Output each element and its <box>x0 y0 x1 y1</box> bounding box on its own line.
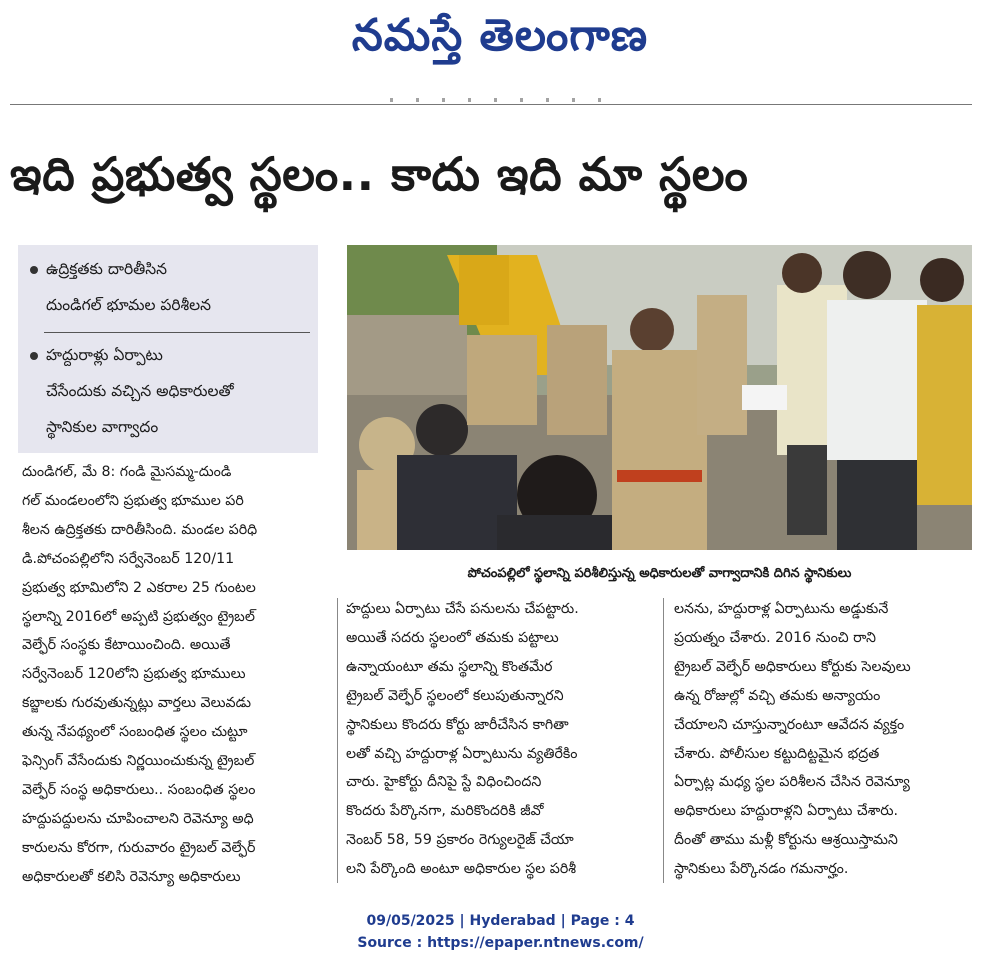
article-line: అధికారులతో కలిసి రెవెన్యూ అధికారులు <box>22 868 241 885</box>
column-divider <box>663 598 664 883</box>
summary-separator <box>44 332 310 333</box>
footer-date-page: 09/05/2025 | Hyderabad | Page : 4 <box>366 913 635 929</box>
photo-illustration <box>347 245 972 550</box>
summary-box <box>18 245 318 453</box>
article-line: లతో వచ్చి హద్దురాళ్ల ఏర్పాటును వ్యతిరేకిం <box>346 745 578 762</box>
masthead-divider-dots <box>390 98 610 102</box>
article-line: కొందరు పేర్కొనగా, మరికొందరికి జీవో <box>346 803 544 820</box>
article-line: ట్రైబల్ వెల్ఫేర్ స్థలంలో కలుపుతున్నారని <box>346 687 564 704</box>
article-headline: ఇది ప్రభుత్వ స్థలం.. కాదు ఇది మా స్థలం <box>10 147 749 201</box>
article-line: ప్రభుత్వ భూమిలోని 2 ఎకరాల 25 గుంటల <box>22 579 256 596</box>
article-line: హద్దులు ఏర్పాటు చేసే పనులను చేపట్టారు. <box>346 601 579 617</box>
article-line: చేయాలని చూస్తున్నారంటూ ఆవేదన వ్యక్తం <box>674 716 905 733</box>
footer-source: Source : https://epaper.ntnews.com/ <box>357 935 644 951</box>
article-line: ఉన్న రోజుల్లో వచ్చి తమకు అన్యాయం <box>674 687 881 704</box>
article-line: లని పేర్కొంది అంటూ అధికారుల స్థల పరిశీ <box>346 861 577 878</box>
article-line: చారు. హైకోర్టు దీనిపై స్టే విధించిందని <box>346 774 542 791</box>
summary-item-2 <box>30 337 310 445</box>
article-line: దీంతో తాము మళ్లీ కోర్టును ఆశ్రయిస్తామని <box>674 832 898 849</box>
article-line: కబ్జాలకు గురవుతున్నట్లు వార్తలు వెలువడు <box>22 695 252 712</box>
summary-item-1-line-2: దుండిగల్ భూమల పరిశీలన <box>46 296 212 314</box>
bullet-icon <box>30 352 38 360</box>
bullet-icon <box>30 266 38 274</box>
article-line: దుండిగల్, మే 8: గండి మైసమ్మ-దుండి <box>22 464 232 480</box>
summary-item-1-line-1: ఉద్రిక్తతకు దారితీసిన <box>30 251 310 287</box>
article-line: స్థానికులు కొందరు కోర్టు జారీచేసిన కాగితా <box>346 716 569 733</box>
article-line: స్థానికులు పేర్కొనడం గమనార్హం. <box>674 861 849 878</box>
article-line: ప్రయత్నం చేశారు. 2016 నుంచి రాని <box>674 629 876 646</box>
masthead <box>0 0 1001 70</box>
article-line: చేశారు. పోలీసుల కట్టుదిట్టమైన భద్రత <box>674 745 880 762</box>
article-column-1 <box>22 458 332 892</box>
photo-caption: పోచంపల్లిలో స్థలాన్ని పరిశీలిస్తున్న అధికారులతో వాగ్వాదానికి దిగిన స్థానికులు <box>467 566 852 581</box>
article-line: కారులను కోరగా, గురువారం ట్రైబల్ వెల్ఫేర్ <box>22 839 256 856</box>
summary-item-1 <box>30 251 310 323</box>
masthead-rule <box>10 104 972 105</box>
article-line: అయితే సదరు స్థలంలో తమకు పట్టాలు <box>346 629 559 646</box>
article-line: స్థలాన్ని 2016లో అప్పటి ప్రభుత్వం ట్రైబల్ <box>22 608 255 625</box>
article-line: ట్రైబల్ వెల్ఫేర్ అధికారులు కోర్టుకు సెలవులు <box>674 658 911 675</box>
article-line: ఏర్పాట్ల మధ్య స్థల పరిశీలన చేసిన రెవెన్యూ <box>674 774 910 791</box>
summary-item-2-line-1: హద్దురాళ్లు ఏర్పాటు <box>30 337 310 373</box>
newspaper-logo: నమస్తే తెలంగాణ <box>351 10 649 61</box>
article-line: నెంబర్ 58, 59 ప్రకారం రెగ్యులరైజ్ చేయా <box>346 832 574 849</box>
footer <box>0 910 1001 954</box>
summary-item-2-line-3: స్థానికుల వాగ్వాదం <box>46 418 159 436</box>
article-line: గల్ మండలంలోని ప్రభుత్వ భూముల పరి <box>22 492 244 509</box>
summary-item-2-line-2: చేసేందుకు వచ్చిన అధికారులతో <box>46 382 234 400</box>
article-line: లనను, హద్దురాళ్ల ఏర్పాటును అడ్డుకునే <box>674 601 889 617</box>
article-line: శీలన ఉద్రిక్తతకు దారితీసింది. మండల పరిధి <box>22 521 258 538</box>
article-line: ఫెన్సింగ్ వేసేందుకు నిర్ణయించుకున్న ట్రైబల్ <box>22 753 255 770</box>
article-line: అధికారులు హద్దురాళ్లని ఏర్పాటు చేశారు. <box>674 803 899 820</box>
column-divider <box>337 598 338 883</box>
article-line: హద్దుపద్దులను చూపించాలని రెవెన్యూ అధి <box>22 810 254 827</box>
article-column-3 <box>674 595 974 884</box>
article-line: తున్న నేపథ్యంలో సంబంధిత స్థలం చుట్టూ <box>22 724 248 741</box>
article-line: వెల్ఫేర్ సంస్థ అధికారులు.. సంబంధిత స్థలం <box>22 781 256 798</box>
article-line: వెల్ఫేర్ సంస్థకు కేటాయించింది. అయితే <box>22 637 231 654</box>
article-line: సర్వేనెంబర్ 120లోని ప్రభుత్వ భూములు <box>22 666 246 683</box>
article-line: ఉన్నాయంటూ తమ స్థలాన్ని కొంతమేర <box>346 658 553 675</box>
article-line: డి.పోచంపల్లిలోని సర్వేనెంబర్ 120/11 <box>22 550 235 567</box>
news-photo <box>347 245 972 550</box>
article-column-2 <box>346 595 652 884</box>
